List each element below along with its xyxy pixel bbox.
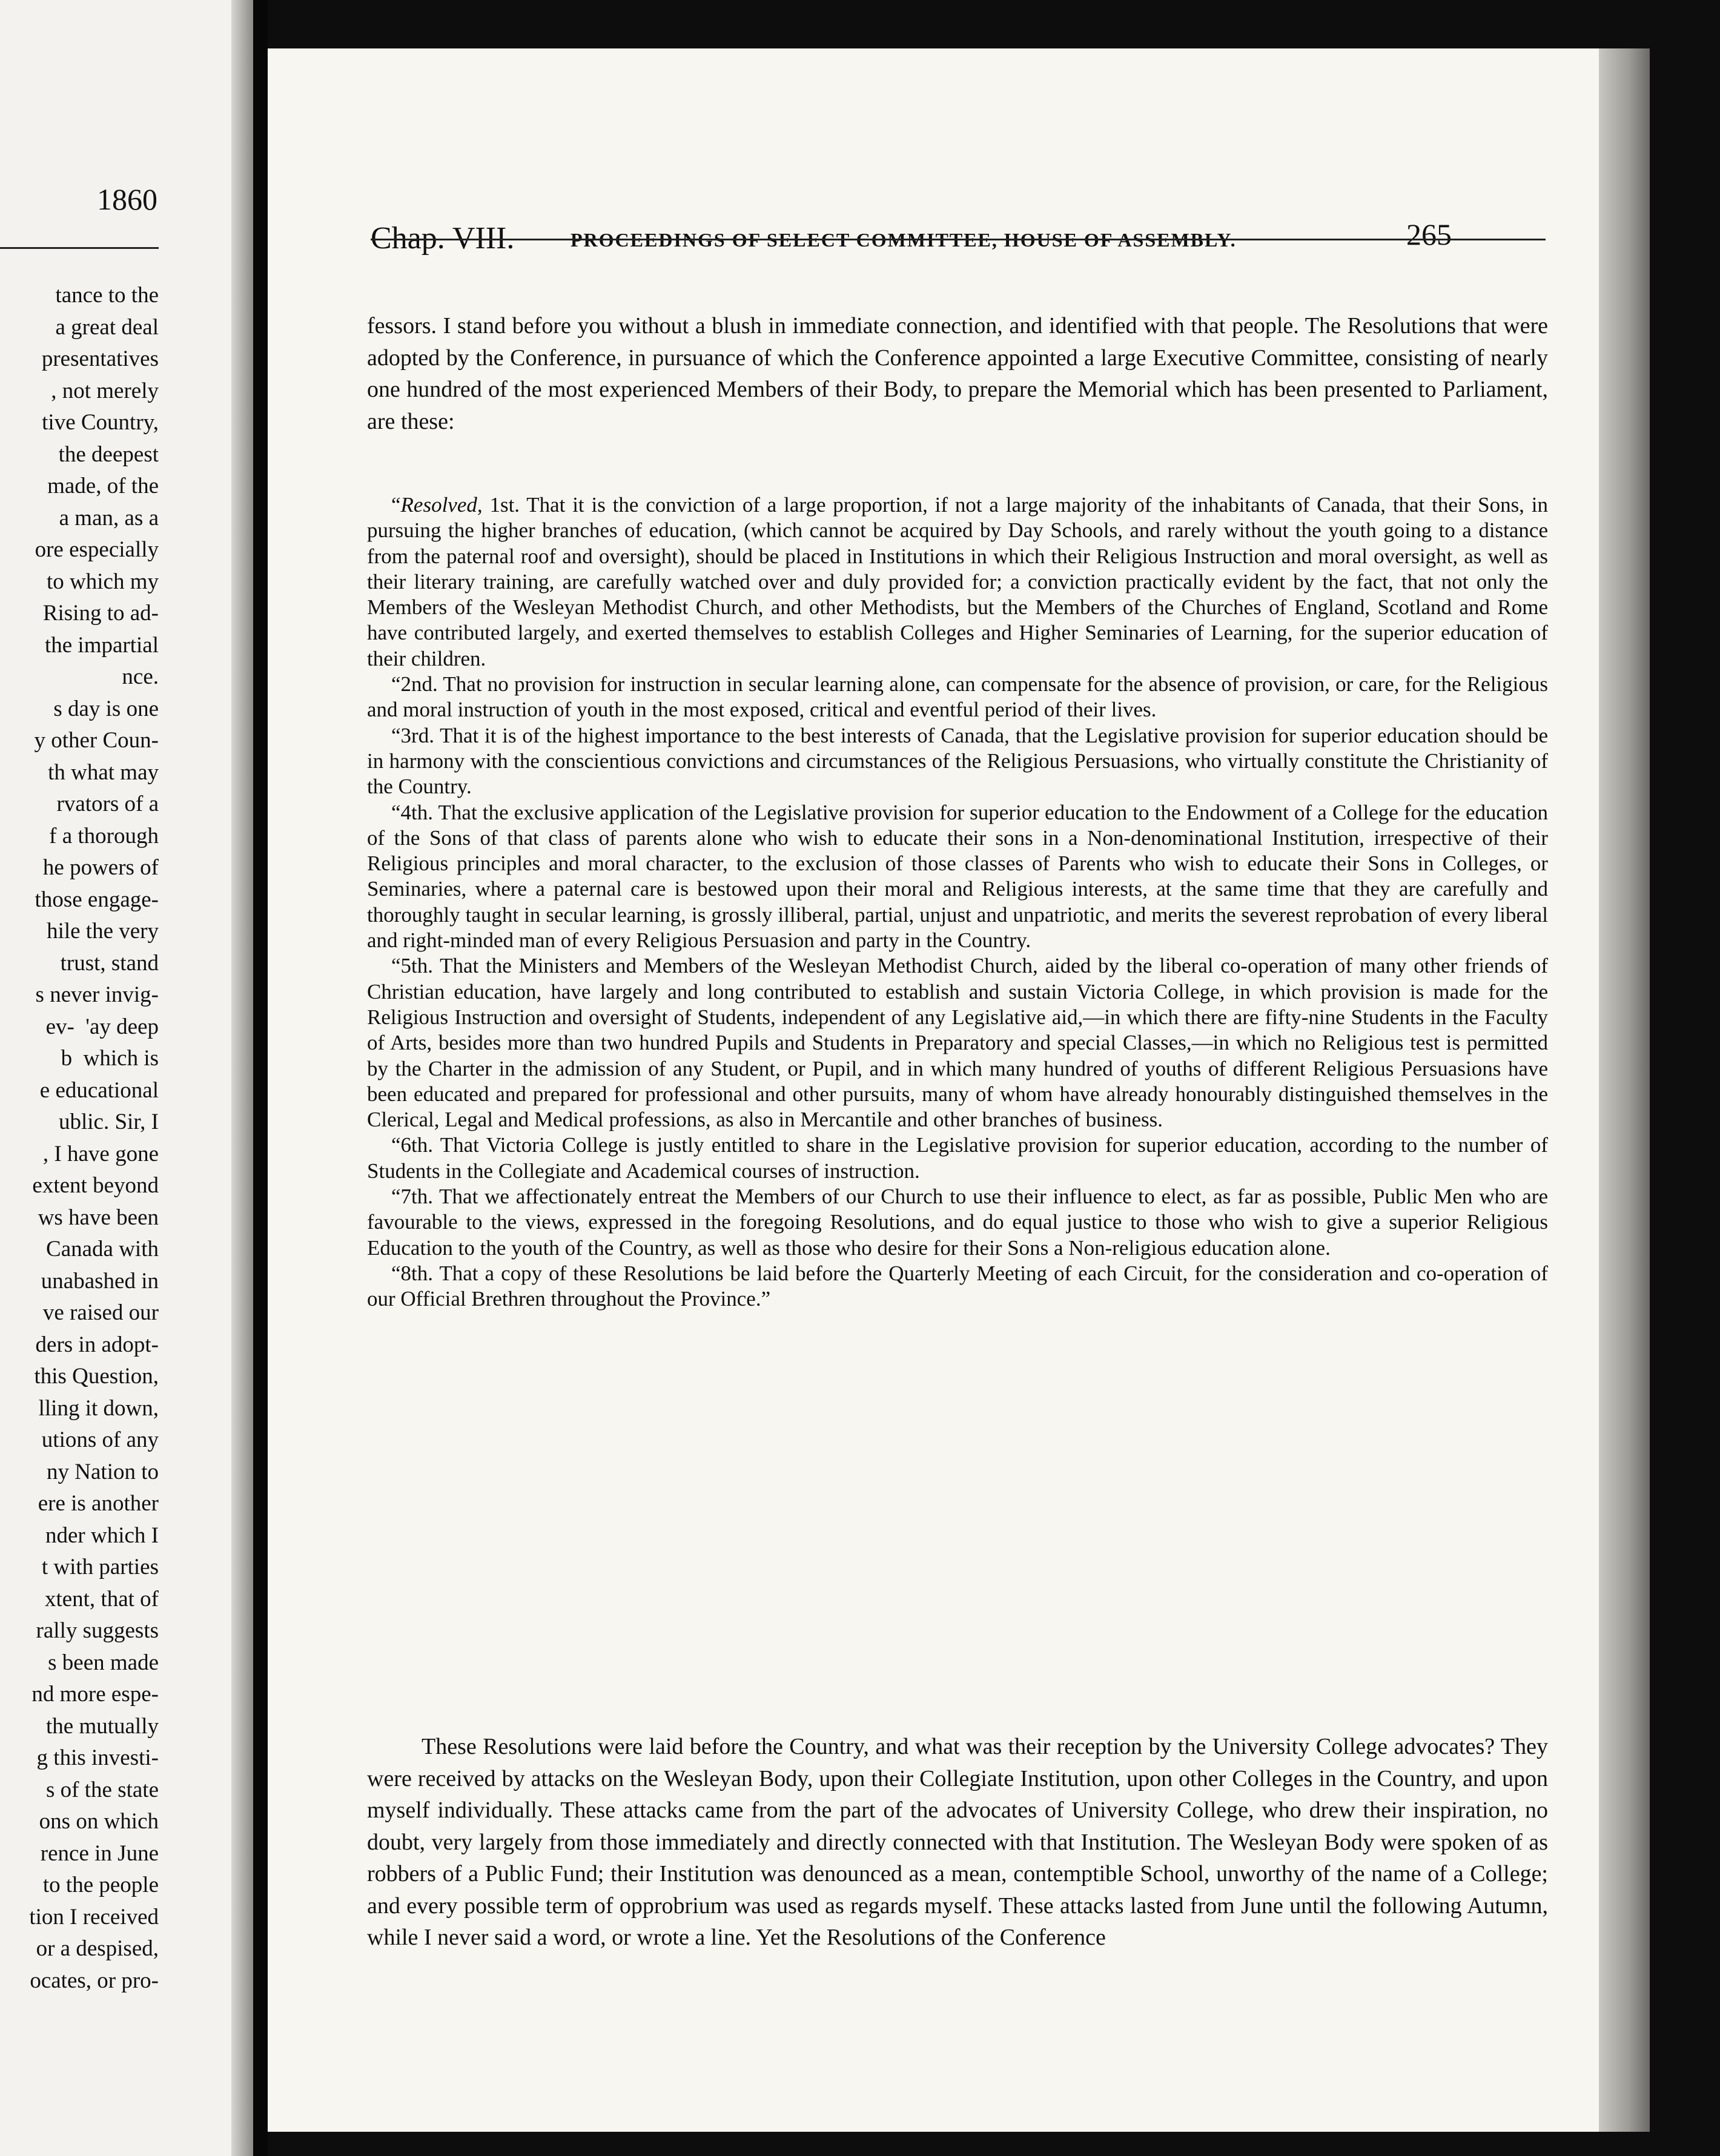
resolution-1 <box>367 492 1548 672</box>
left-page-line: f a thorough <box>49 823 159 848</box>
left-page-line: ders in adopt- <box>35 1332 159 1357</box>
left-page-line: tion I received <box>29 1904 159 1929</box>
left-page-line: rvators of a <box>56 792 159 816</box>
resolution-3: “3rd. That it is of the highest importance to the best interests of Canada, that the Legislative provision for superior education should be in harmony with the conscientious convictions and circumstances of the Religious Persuasions, who virtually constitute the Christianity of the Country. <box>367 723 1548 799</box>
intro-paragraph <box>367 310 1548 437</box>
resolution-4: “4th. That the exclusive application of the Legislative provision for superior education to the Endowment of a College for the education of the Sons of that class of parents alone who wish to educate their sons in a Non-denominational Institution, irrespective of their Religious principles and moral character, to the exclusion of those classes of Parents who wish to educate their Sons in Colleges, or Seminaries, where a paternal care is bestowed upon their moral and Religious interests, at the same time that they are carefully and thoroughly taught in secular learning, is grossly illiberal, partial, unjust and unpatriotic, and merits the severest reprobation of every liberal and right-minded man of every Religious Persuasion and party in the Country. <box>367 800 1548 953</box>
left-page-line: ore especially <box>35 537 159 562</box>
left-page-line: hile the very <box>47 919 159 944</box>
left-page-line: to which my <box>47 569 159 594</box>
page-number: 265 <box>1406 217 1452 251</box>
left-page-line: ocates, or pro- <box>30 1968 159 1993</box>
left-page-line: the deepest <box>58 441 159 467</box>
left-page-line: to the people <box>42 1873 159 1897</box>
left-page-line: s of the state <box>46 1777 159 1802</box>
resolution-5: “5th. That the Ministers and Members of the Wesleyan Methodist Church, aided by the liberal co-operation of many other friends of Christian education, have largely and long contributed to establish and sustain Victoria College, in which provision is made for the Religious Instruction and oversight of Students, independent of any Legislative aid,—in which there are fifty-nine Students in the Faculty of Arts, besides more than two hundred Pupils and Students in Preparatory and special Classes,—in which no Religious test is permitted by the Charter in the admission of any Student, or Pupil, and in which many hundred of youths of different Religious Persuasions have been educated and prepared for professional and other pursuits, many of whom have already honourably distinguished themselves in the Clerical, Legal and Medical professions, as also in Mercantile and other branches of business. <box>367 954 1548 1132</box>
left-page-line: rence in June <box>40 1840 159 1866</box>
left-header-rule <box>0 247 159 249</box>
left-page-line: , not merely <box>51 378 159 403</box>
left-page-line: Canada with <box>46 1237 159 1262</box>
left-page-line: utions of any <box>41 1427 159 1452</box>
left-page-line: s been made <box>48 1650 159 1675</box>
resolutions-block <box>367 492 1548 1312</box>
left-page-line: lling it down, <box>38 1395 159 1421</box>
left-page <box>0 0 253 2156</box>
resolution-7: “7th. That we affectionately entreat the Members of our Church to use their influence to elect, as far as possible, Public Men who are favourable to the views, expressed in the foregoing Resolutions, and do equal justice to those who wish to give a superior Religious Education to the youth of the Country, as well as those who desire for their Sons a Non-religious education alone. <box>367 1185 1548 1260</box>
left-page-line: , I have gone <box>42 1141 159 1166</box>
chapter-label: Chap. VIII. <box>371 221 515 256</box>
resolution-8: “8th. That a copy of these Resolutions be laid before the Quarterly Meeting of each Circuit, for the consideration and co-operation of our Official Brethren throughout the Province.” <box>367 1261 1548 1311</box>
left-page-line: b which is <box>61 1046 159 1071</box>
left-page-line: xtent, that of <box>44 1586 159 1612</box>
left-page-line: nce. <box>122 664 159 689</box>
left-page-line: extent beyond <box>32 1173 159 1198</box>
left-page-line: t with parties <box>41 1555 159 1579</box>
left-page-line: rally suggests <box>36 1618 159 1643</box>
resolution-2: “2nd. That no provision for instruction in secular learning alone, can compensate for the absence of provision, or care, for the Religious and moral instruction of youth in the most exposed, critical and eventful period of their lives. <box>367 672 1548 722</box>
left-page-line: tive Country, <box>42 410 159 435</box>
left-page-line: nd more espe- <box>31 1682 159 1707</box>
left-page-gutter <box>231 0 253 2156</box>
left-page-line: ublic. Sir, I <box>58 1109 159 1134</box>
right-page-edge <box>1599 48 1650 2132</box>
closing-paragraph <box>367 1731 1548 1954</box>
intro-text: fessors. I stand before you without a blush in immediate connection, and identified with that people. The Resolutions that were adopted by the Conference, in pursuance of which the Conference appointed a large Executive Committee, consisting of nearly one hundred of the most experienced Members of their Body, to prepare the Memorial which has been presented to Parliament, are these: <box>367 313 1548 434</box>
left-page-line: g this investi- <box>36 1745 159 1770</box>
left-page-line: or a despised, <box>36 1936 159 1961</box>
left-page-line: unabashed in <box>41 1268 159 1294</box>
closing-text: These Resolutions were laid before the Country, and what was their reception by the University College advocates? They were received by attacks on the Wesleyan Body, upon their Collegiate Institution, upon other Colleges in the Country, and upon myself individually. These attacks came from the part of the advocates of University College, who drew their inspiration, no doubt, very largely from those immediately and directly connected with that Institution. The Wesleyan Body were spoken of as robbers of a Public Fund; their Institution was denounced as a mean, contemptible School, unworthy of the name of a College; and every possible term of opprobrium was used as regards myself. These attacks lasted from June until the following Autumn, while I never said a word, or wrote a line. Yet the Resolutions of the Conference <box>367 1734 1548 1950</box>
resolution-1-text: 1st. That it is the conviction of a large proportion, if not a large majority of the inhabitants of Canada, that their Sons, in pursuing the higher branches of education, (which cannot be acquired by Day Schools, and rarely without the youth going to a distance from the paternal roof and oversight), should be placed in Institutions in which their Religious Instruction and moral oversight, as well as their literary training, are carefully watched over and duly provided for; a conviction practically evident by the fact, that not only the Members of the Wesleyan Methodist Church, and other Methodists, but the Members of the Churches of England, Scotland and Rome have contributed largely, and exerted themselves to establish Colleges and Higher Seminaries of Learning, for the superior education of their children. <box>367 493 1548 670</box>
left-page-line: Rising to ad- <box>42 601 159 626</box>
resolution-1-resolved: Resolved, <box>400 493 483 517</box>
left-page-line: ve raised our <box>42 1300 159 1325</box>
right-page <box>268 48 1621 2132</box>
left-page-line: made, of the <box>47 474 159 498</box>
left-page-line: e educational <box>39 1077 159 1103</box>
left-page-line: ev- 'ay deep <box>45 1014 159 1039</box>
resolution-1-open-quote: “ <box>391 493 401 517</box>
left-page-line: nder which I <box>45 1523 159 1548</box>
left-page-line: s day is one <box>53 696 159 721</box>
left-page-line: ons on which <box>39 1809 159 1834</box>
left-page-line: the mutually <box>46 1713 159 1739</box>
left-page-year: 1860 <box>97 182 157 216</box>
left-page-line: s never invig- <box>35 982 159 1007</box>
left-page-line: ere is another <box>38 1491 159 1516</box>
resolution-6: “6th. That Victoria College is justly entitled to share in the Legislative provision for superior education, according to the number of Students in the Collegiate and Academical courses of instruction. <box>367 1133 1548 1183</box>
left-page-line: trust, stand <box>60 950 159 976</box>
left-page-line: this Question, <box>34 1364 159 1389</box>
left-page-line: th what may <box>48 759 159 785</box>
left-page-line: those engage- <box>35 887 159 912</box>
left-page-line: y other Coun- <box>34 728 159 753</box>
left-page-line: a great deal <box>55 314 159 340</box>
left-page-line: he powers of <box>42 855 159 880</box>
left-page-line: the impartial <box>44 632 159 658</box>
page-gap <box>253 0 268 2156</box>
left-page-line: presentatives <box>41 346 159 371</box>
left-page-line: ny Nation to <box>47 1459 159 1484</box>
running-title: PROCEEDINGS OF SELECT COMMITTEE, HOUSE OF ASSEMBLY. <box>571 229 1237 251</box>
left-page-line: tance to the <box>55 283 159 308</box>
left-page-line: a man, as a <box>59 505 159 531</box>
header-rule <box>371 239 1546 240</box>
left-page-line: ws have been <box>38 1205 159 1230</box>
left-page-text <box>0 280 159 1997</box>
